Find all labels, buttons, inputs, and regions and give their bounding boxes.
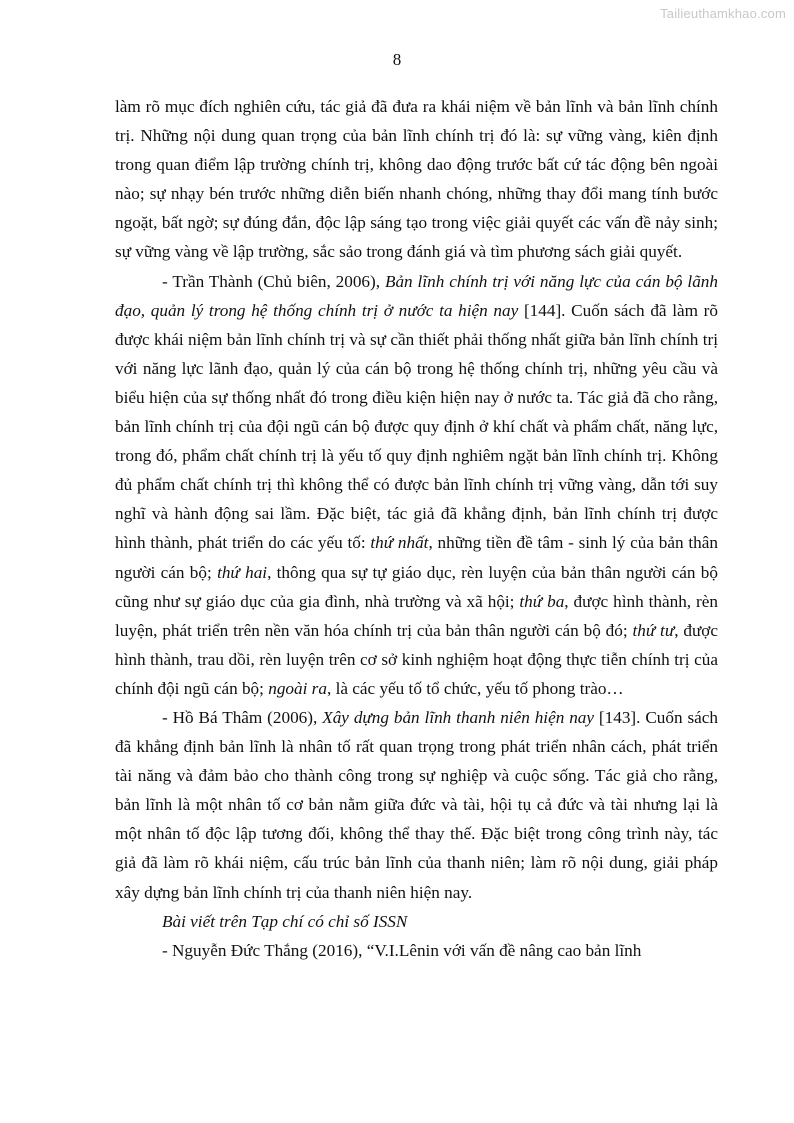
book-title: Bản lĩnh chính trị với năng lực của cán bộ lãnh đạo, quản lý trong hệ thống chính trị ở nước ta hiện nay [115, 271, 718, 320]
emphasis: thứ ba [519, 591, 565, 611]
text: - Hồ Bá Thâm (2006), [162, 707, 323, 727]
text: [143]. Cuốn sách đã khẳng định bản lĩnh là nhân tố rất quan trọng trong phát triển nhân cách, phát triển tài năng và đảm bảo cho thành công trong sự nghiệp và cuộc sống. Tác giả cho rằng, bản lĩnh là một nhân tố cơ bản nằm giữa đức và tài, hội tụ cả đức và tài nhưng lại là một nhân tố độc lập tương đối, không thể thay thế. Đặc biệt trong công trình này, tác giả đã làm rõ khái niệm, cấu trúc bản lĩnh của thanh niên; làm rõ nội dung, giải pháp xây dựng bản lĩnh chính trị của thanh niên hiện nay. [115, 707, 719, 902]
page-number: 8 [392, 50, 402, 69]
book-title: Xây dựng bản lĩnh thanh niên hiện nay [322, 707, 595, 727]
paragraph-ho-ba-tham [115, 703, 718, 907]
emphasis: thứ tư [632, 620, 675, 640]
subheading [115, 907, 718, 936]
watermark: Tailieuthamkhao.com [660, 6, 786, 21]
paragraph-1: làm rõ mục đích nghiên cứu, tác giả đã đưa ra khái niệm về bản lĩnh và bản lĩnh chính trị. Những nội dung quan trọng của bản lĩnh chính trị đó là: sự vững vàng, kiên định trong quan điểm lập trường chính trị, không dao động trước bất cứ tác động bên ngoài nào; sự nhạy bén trước những diễn biến nhanh chóng, những thay đổi mang tính bước ngoặt, bất ngờ; sự đúng đắn, độc lập sáng tạo trong việc giải quyết các vấn đề nảy sinh; sự vững vàng về lập trường, sắc sảo trong đánh giá và tìm phương sách giải quyết. [115, 97, 718, 262]
text: , là các yếu tố tổ chức, yếu tố phong trào… [326, 678, 624, 698]
paragraph-nguyen-duc-thang: - Nguyễn Đức Thắng (2016), “V.I.Lênin với vấn đề nâng cao bản lĩnh [162, 940, 642, 960]
emphasis: thứ hai [217, 562, 268, 582]
paragraph-tran-thanh [115, 267, 718, 703]
emphasis: thứ nhất [370, 533, 429, 553]
emphasis: ngoài ra [268, 678, 327, 698]
text: , thông qua sự tự giáo dục, rèn luyện của bản thân người cán bộ cũng như sự giáo dục của gia đình, nhà trường và xã hội; [115, 562, 718, 611]
subheading-text: Bài viết trên Tạp chí có chỉ số ISSN [162, 911, 408, 931]
document-body [115, 92, 718, 965]
text: - Trần Thành (Chủ biên, 2006), [162, 271, 385, 291]
text: , được hình thành, rèn luyện, phát triển trên nền văn hóa chính trị của bản thân người cán bộ đó; [115, 591, 718, 640]
text: , được hình thành, trau dồi, rèn luyện trên cơ sở kinh nghiệm hoạt động thực tiễn chính trị của chính đội ngũ cán bộ; [115, 620, 718, 698]
text: [144]. Cuốn sách đã làm rõ được khái niệm bản lĩnh chính trị và sự cần thiết phải thống nhất giữa bản lĩnh chính trị với năng lực lãnh đạo, quản lý của cán bộ trong hệ thống chính trị, những yêu cầu và biểu hiện của sự thống nhất đó trong điều kiện hiện nay ở nước ta. Tác giả đã cho rằng, bản lĩnh chính trị của đội ngũ cán bộ được quy định ở khí chất và phẩm chất, năng lực, trong đó, phẩm chất chính trị là yếu tố quy định nghiêm ngặt bản lĩnh chính trị. Không đủ phẩm chất chính trị thì không thể có được bản lĩnh chính trị vững vàng, dẫn tới suy nghĩ và hành động sai lầm. Đặc biệt, tác giả đã khẳng định, bản lĩnh chính trị được hình thành, phát triển do các yếu tố: [115, 300, 719, 553]
text: , những tiền đề tâm - sinh lý của bản thân người cán bộ; [115, 533, 718, 582]
